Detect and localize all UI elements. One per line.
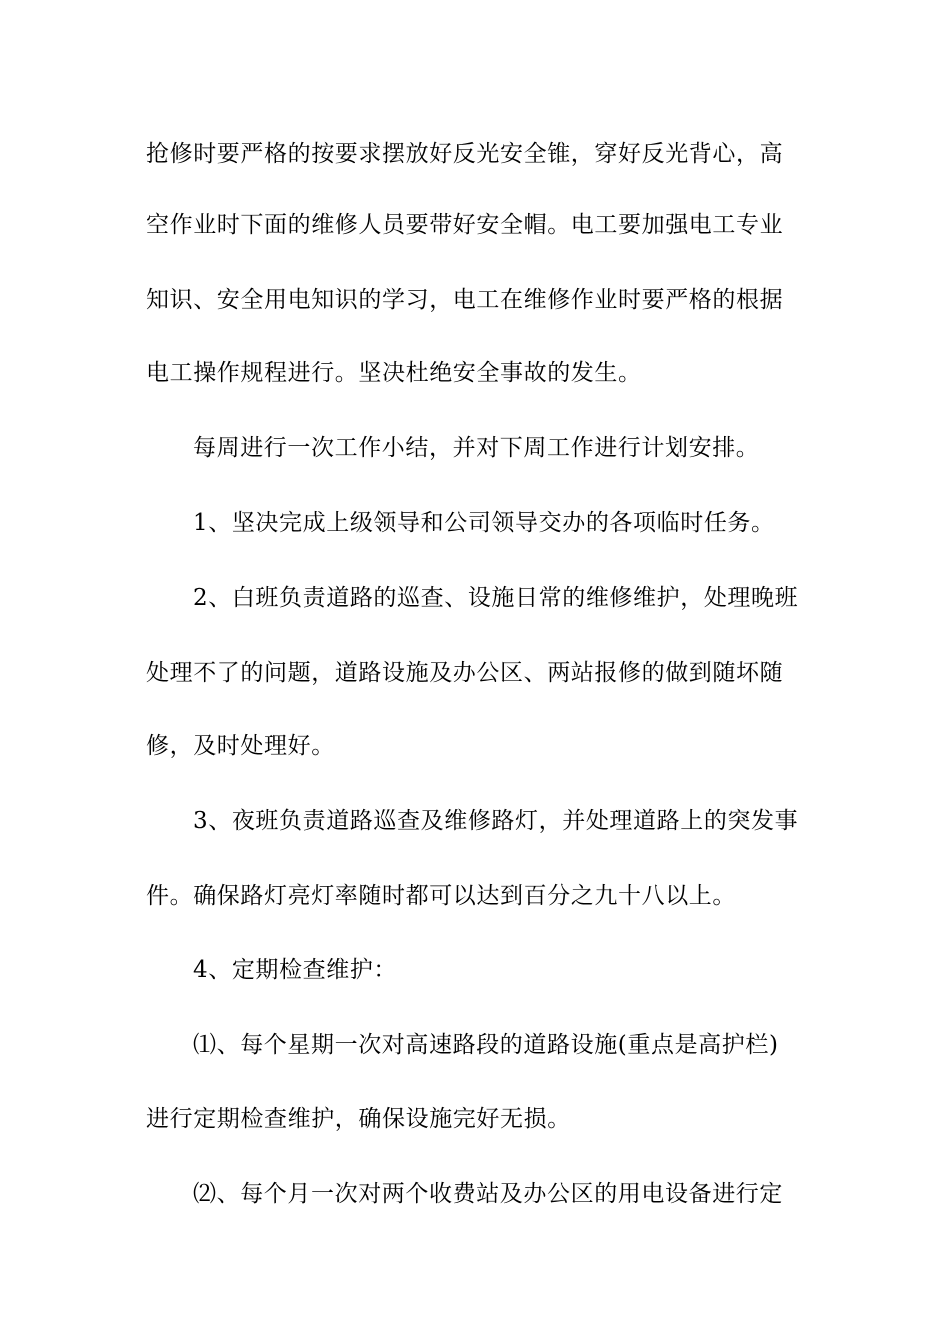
text-line: 空作业时下面的维修人员要带好安全帽。电工要加强电工专业 (146, 212, 784, 238)
text-line: 进行定期检查维护，确保设施完好无损。 (146, 1106, 571, 1132)
text-line: 知识、安全用电知识的学习，电工在维修作业时要严格的根据 (146, 287, 784, 313)
text-line: 处理不了的问题，道路设施及办公区、两站报修的做到随坏随 (146, 660, 784, 686)
text-line: 件。确保路灯亮灯率随时都可以达到百分之九十八以上。 (146, 883, 736, 909)
text-line: 1、坚决完成上级领导和公司领导交办的各项临时任务。 (193, 510, 775, 536)
text-line: 2、白班负责道路的巡查、设施日常的维修维护，处理晚班 (193, 585, 799, 611)
text-line: 电工操作规程进行。坚决杜绝安全事故的发生。 (146, 360, 642, 386)
text-line: ⑴、每个星期一次对高速路段的道路设施(重点是高护栏) (193, 1032, 779, 1058)
text-line: 修，及时处理好。 (146, 733, 335, 759)
text-line: 3、夜班负责道路巡查及维修路灯，并处理道路上的突发事 (193, 808, 799, 834)
text-line: ⑵、每个月一次对两个收费站及办公区的用电设备进行定 (193, 1181, 783, 1207)
text-line: 每周进行一次工作小结，并对下周工作进行计划安排。 (193, 435, 760, 461)
text-line: 抢修时要严格的按要求摆放好反光安全锥，穿好反光背心，高 (146, 141, 784, 167)
text-line: 4、定期检查维护： (193, 957, 398, 983)
